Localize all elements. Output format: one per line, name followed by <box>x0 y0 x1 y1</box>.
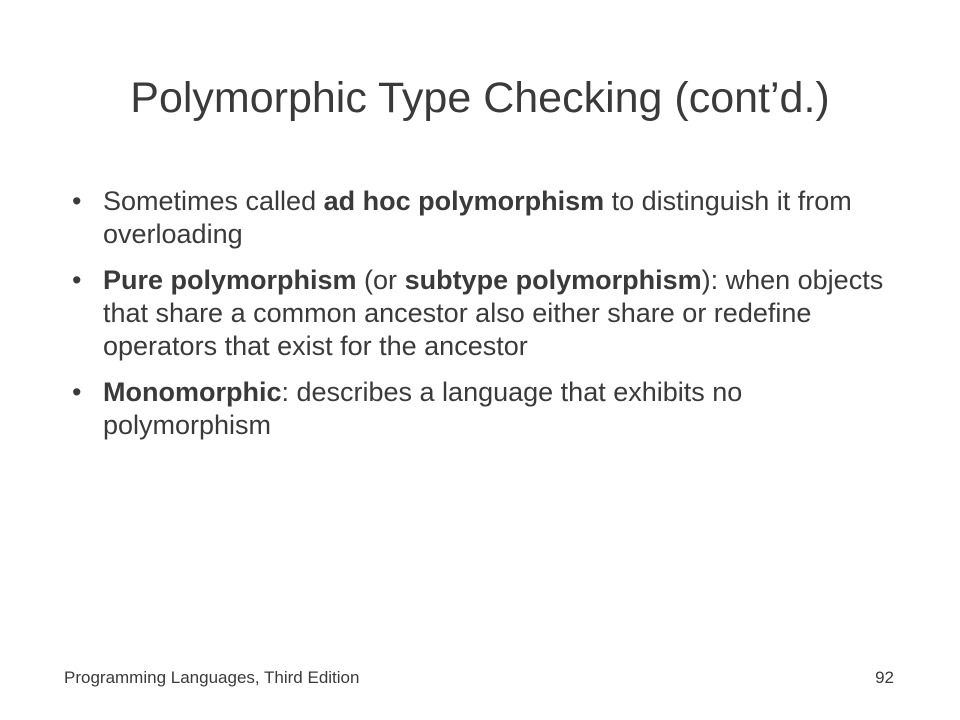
bullet-item <box>72 376 912 442</box>
bullet-text: Sometimes called <box>103 186 324 216</box>
bullet-text: to distinguish it from overloading <box>103 186 852 249</box>
bullet-item <box>72 264 912 363</box>
bold-term: Monomorphic <box>103 377 282 407</box>
bold-term: subtype polymorphism <box>404 265 702 295</box>
bullet-symbol: • <box>72 265 82 295</box>
page-number: 92 <box>875 668 894 687</box>
bold-term: ad hoc polymorphism <box>323 186 605 216</box>
bullet-text: : describes a language that exhibits no polymorphism <box>103 377 743 440</box>
bullet-list <box>72 185 912 455</box>
bullet-symbol: • <box>72 377 82 407</box>
slide-title: Polymorphic Type Checking (cont’d.) <box>130 74 830 122</box>
bullet-text: ): when objects that share a common ancestor also either share or redefine operators that exist for the ancestor <box>103 265 884 361</box>
bullet-item <box>72 185 912 251</box>
footer-text: Programming Languages, Third Edition <box>64 668 360 687</box>
bullet-text: (or <box>356 265 405 295</box>
bullet-symbol: • <box>72 186 82 216</box>
bold-term: Pure polymorphism <box>103 265 357 295</box>
